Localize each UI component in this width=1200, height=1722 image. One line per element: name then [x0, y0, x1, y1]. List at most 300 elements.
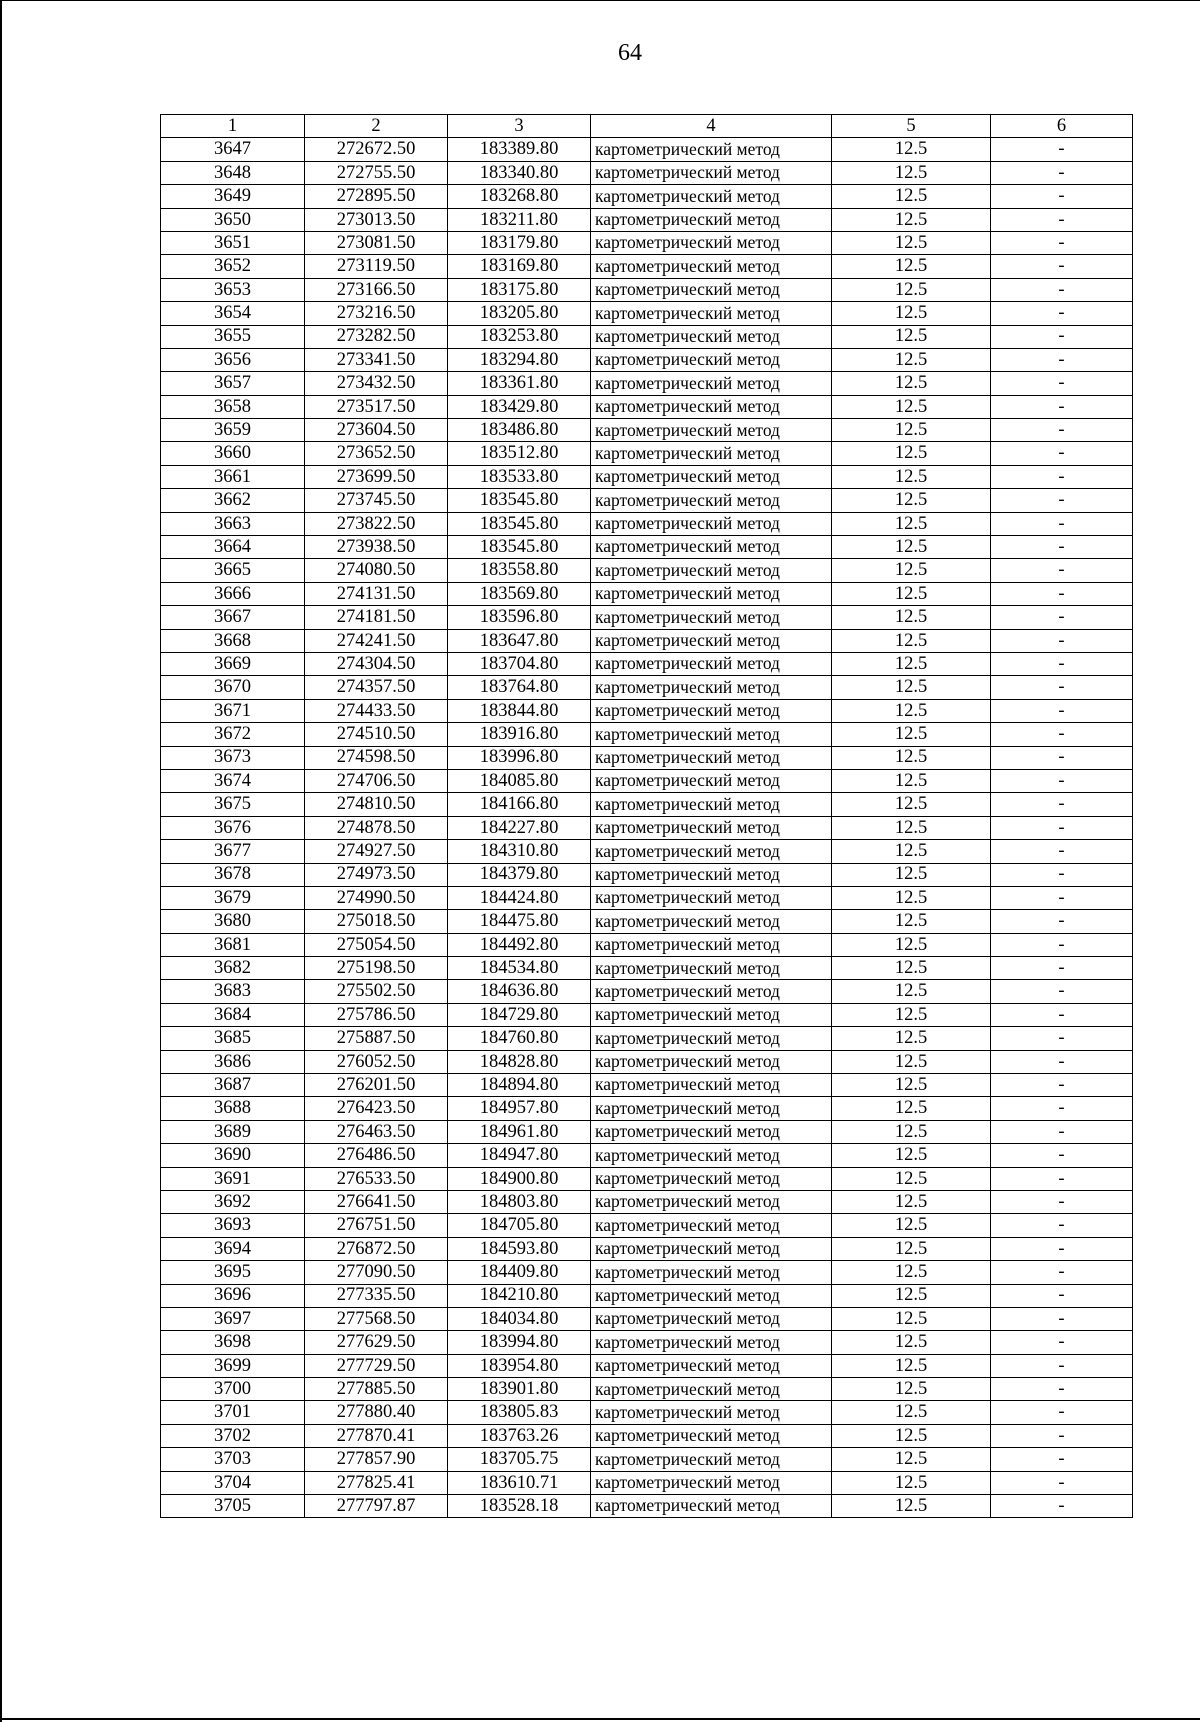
accuracy-cell: 12.5 [832, 395, 991, 418]
x-coordinate-cell: 277629.50 [305, 1331, 448, 1354]
method-cell: картометрический метод [591, 1354, 832, 1377]
point-number-cell: 3653 [161, 278, 305, 301]
point-number-cell: 3661 [161, 465, 305, 488]
accuracy-cell: 12.5 [832, 1214, 991, 1237]
method-cell: картометрический метод [591, 793, 832, 816]
y-coordinate-cell: 183268.80 [448, 185, 591, 208]
point-number-cell: 3688 [161, 1097, 305, 1120]
column-header: 1 [161, 115, 305, 138]
x-coordinate-cell: 274357.50 [305, 676, 448, 699]
table-row [161, 652, 1133, 675]
point-number-cell: 3683 [161, 980, 305, 1003]
method-cell: картометрический метод [591, 419, 832, 442]
accuracy-cell: 12.5 [832, 325, 991, 348]
y-coordinate-cell: 183764.80 [448, 676, 591, 699]
table-row [161, 1401, 1133, 1424]
y-coordinate-cell: 183901.80 [448, 1378, 591, 1401]
method-cell: картометрический метод [591, 1471, 832, 1494]
y-coordinate-cell: 184034.80 [448, 1307, 591, 1330]
point-number-cell: 3663 [161, 512, 305, 535]
accuracy-cell: 12.5 [832, 933, 991, 956]
note-cell: - [991, 863, 1133, 886]
note-cell: - [991, 1214, 1133, 1237]
method-cell: картометрический метод [591, 325, 832, 348]
note-cell: - [991, 1448, 1133, 1471]
method-cell: картометрический метод [591, 886, 832, 909]
accuracy-cell: 12.5 [832, 255, 991, 278]
method-cell: картометрический метод [591, 1097, 832, 1120]
x-coordinate-cell: 274878.50 [305, 816, 448, 839]
x-coordinate-cell: 277885.50 [305, 1378, 448, 1401]
point-number-cell: 3685 [161, 1027, 305, 1050]
y-coordinate-cell: 184900.80 [448, 1167, 591, 1190]
y-coordinate-cell: 184947.80 [448, 1144, 591, 1167]
point-number-cell: 3687 [161, 1074, 305, 1097]
y-coordinate-cell: 184379.80 [448, 863, 591, 886]
table-row [161, 980, 1133, 1003]
point-number-cell: 3664 [161, 536, 305, 559]
y-coordinate-cell: 183704.80 [448, 652, 591, 675]
x-coordinate-cell: 277568.50 [305, 1307, 448, 1330]
y-coordinate-cell: 184828.80 [448, 1050, 591, 1073]
accuracy-cell: 12.5 [832, 1190, 991, 1213]
table-row [161, 1495, 1133, 1518]
table-row [161, 606, 1133, 629]
table-row [161, 1214, 1133, 1237]
x-coordinate-cell: 277335.50 [305, 1284, 448, 1307]
method-cell: картометрический метод [591, 1214, 832, 1237]
accuracy-cell: 12.5 [832, 559, 991, 582]
y-coordinate-cell: 183558.80 [448, 559, 591, 582]
note-cell: - [991, 1003, 1133, 1026]
table-row [161, 442, 1133, 465]
method-cell: картометрический метод [591, 348, 832, 371]
note-cell: - [991, 723, 1133, 746]
method-cell: картометрический метод [591, 1448, 832, 1471]
x-coordinate-cell: 274927.50 [305, 840, 448, 863]
x-coordinate-cell: 276872.50 [305, 1237, 448, 1260]
point-number-cell: 3704 [161, 1471, 305, 1494]
y-coordinate-cell: 184475.80 [448, 910, 591, 933]
note-cell: - [991, 302, 1133, 325]
point-number-cell: 3699 [161, 1354, 305, 1377]
table-row [161, 582, 1133, 605]
point-number-cell: 3681 [161, 933, 305, 956]
table-row [161, 302, 1133, 325]
y-coordinate-cell: 184957.80 [448, 1097, 591, 1120]
y-coordinate-cell: 184636.80 [448, 980, 591, 1003]
table-row [161, 840, 1133, 863]
accuracy-cell: 12.5 [832, 302, 991, 325]
x-coordinate-cell: 275502.50 [305, 980, 448, 1003]
y-coordinate-cell: 184534.80 [448, 957, 591, 980]
point-number-cell: 3675 [161, 793, 305, 816]
accuracy-cell: 12.5 [832, 442, 991, 465]
note-cell: - [991, 1050, 1133, 1073]
table-row [161, 559, 1133, 582]
y-coordinate-cell: 184166.80 [448, 793, 591, 816]
accuracy-cell: 12.5 [832, 1401, 991, 1424]
point-number-cell: 3650 [161, 208, 305, 231]
column-header: 4 [591, 115, 832, 138]
note-cell: - [991, 442, 1133, 465]
point-number-cell: 3659 [161, 419, 305, 442]
table-row [161, 629, 1133, 652]
accuracy-cell: 12.5 [832, 536, 991, 559]
table-row [161, 957, 1133, 980]
x-coordinate-cell: 273341.50 [305, 348, 448, 371]
point-number-cell: 3677 [161, 840, 305, 863]
table-row [161, 419, 1133, 442]
y-coordinate-cell: 184085.80 [448, 769, 591, 792]
point-number-cell: 3648 [161, 161, 305, 184]
method-cell: картометрический метод [591, 863, 832, 886]
accuracy-cell: 12.5 [832, 1307, 991, 1330]
table-row [161, 793, 1133, 816]
x-coordinate-cell: 273604.50 [305, 419, 448, 442]
accuracy-cell: 12.5 [832, 1354, 991, 1377]
table-row [161, 185, 1133, 208]
point-number-cell: 3657 [161, 372, 305, 395]
note-cell: - [991, 1378, 1133, 1401]
note-cell: - [991, 1424, 1133, 1447]
x-coordinate-cell: 276533.50 [305, 1167, 448, 1190]
accuracy-cell: 12.5 [832, 465, 991, 488]
table-row [161, 1261, 1133, 1284]
table-row [161, 1120, 1133, 1143]
accuracy-cell: 12.5 [832, 652, 991, 675]
x-coordinate-cell: 277729.50 [305, 1354, 448, 1377]
point-number-cell: 3671 [161, 699, 305, 722]
point-number-cell: 3662 [161, 489, 305, 512]
method-cell: картометрический метод [591, 1167, 832, 1190]
table-row [161, 231, 1133, 254]
x-coordinate-cell: 272755.50 [305, 161, 448, 184]
y-coordinate-cell: 184729.80 [448, 1003, 591, 1026]
point-number-cell: 3660 [161, 442, 305, 465]
point-number-cell: 3702 [161, 1424, 305, 1447]
x-coordinate-cell: 274706.50 [305, 769, 448, 792]
table-row [161, 816, 1133, 839]
method-cell: картометрический метод [591, 606, 832, 629]
y-coordinate-cell: 183954.80 [448, 1354, 591, 1377]
note-cell: - [991, 1074, 1133, 1097]
method-cell: картометрический метод [591, 512, 832, 535]
method-cell: картометрический метод [591, 769, 832, 792]
note-cell: - [991, 536, 1133, 559]
x-coordinate-cell: 277090.50 [305, 1261, 448, 1284]
accuracy-cell: 12.5 [832, 278, 991, 301]
y-coordinate-cell: 184760.80 [448, 1027, 591, 1050]
accuracy-cell: 12.5 [832, 723, 991, 746]
x-coordinate-cell: 275198.50 [305, 957, 448, 980]
accuracy-cell: 12.5 [832, 746, 991, 769]
table-row [161, 1027, 1133, 1050]
method-cell: картометрический метод [591, 185, 832, 208]
y-coordinate-cell: 184310.80 [448, 840, 591, 863]
method-cell: картометрический метод [591, 442, 832, 465]
table-row [161, 723, 1133, 746]
method-cell: картометрический метод [591, 1144, 832, 1167]
y-coordinate-cell: 183175.80 [448, 278, 591, 301]
point-number-cell: 3692 [161, 1190, 305, 1213]
x-coordinate-cell: 273699.50 [305, 465, 448, 488]
y-coordinate-cell: 183994.80 [448, 1331, 591, 1354]
accuracy-cell: 12.5 [832, 138, 991, 161]
note-cell: - [991, 1237, 1133, 1260]
y-coordinate-cell: 183545.80 [448, 489, 591, 512]
table-row [161, 933, 1133, 956]
table-row [161, 1424, 1133, 1447]
y-coordinate-cell: 184409.80 [448, 1261, 591, 1284]
note-cell: - [991, 629, 1133, 652]
table-row [161, 1144, 1133, 1167]
x-coordinate-cell: 273938.50 [305, 536, 448, 559]
note-cell: - [991, 1097, 1133, 1120]
method-cell: картометрический метод [591, 559, 832, 582]
table-row [161, 1074, 1133, 1097]
method-cell: картометрический метод [591, 1401, 832, 1424]
table-row [161, 1050, 1133, 1073]
x-coordinate-cell: 277857.90 [305, 1448, 448, 1471]
accuracy-cell: 12.5 [832, 629, 991, 652]
x-coordinate-cell: 274131.50 [305, 582, 448, 605]
y-coordinate-cell: 183486.80 [448, 419, 591, 442]
table-row [161, 863, 1133, 886]
point-number-cell: 3690 [161, 1144, 305, 1167]
point-number-cell: 3672 [161, 723, 305, 746]
accuracy-cell: 12.5 [832, 676, 991, 699]
y-coordinate-cell: 183528.18 [448, 1495, 591, 1518]
point-number-cell: 3666 [161, 582, 305, 605]
point-number-cell: 3652 [161, 255, 305, 278]
table-row [161, 1354, 1133, 1377]
accuracy-cell: 12.5 [832, 512, 991, 535]
note-cell: - [991, 1331, 1133, 1354]
method-cell: картометрический метод [591, 231, 832, 254]
x-coordinate-cell: 272895.50 [305, 185, 448, 208]
table-row [161, 1378, 1133, 1401]
page-number: 64 [618, 40, 642, 66]
method-cell: картометрический метод [591, 255, 832, 278]
table-row [161, 348, 1133, 371]
note-cell: - [991, 395, 1133, 418]
note-cell: - [991, 1471, 1133, 1494]
y-coordinate-cell: 184227.80 [448, 816, 591, 839]
note-cell: - [991, 910, 1133, 933]
y-coordinate-cell: 183610.71 [448, 1471, 591, 1494]
accuracy-cell: 12.5 [832, 419, 991, 442]
x-coordinate-cell: 274510.50 [305, 723, 448, 746]
table-row [161, 161, 1133, 184]
method-cell: картометрический метод [591, 1284, 832, 1307]
note-cell: - [991, 1167, 1133, 1190]
table-row [161, 465, 1133, 488]
accuracy-cell: 12.5 [832, 1331, 991, 1354]
point-number-cell: 3691 [161, 1167, 305, 1190]
note-cell: - [991, 769, 1133, 792]
point-number-cell: 3667 [161, 606, 305, 629]
accuracy-cell: 12.5 [832, 208, 991, 231]
x-coordinate-cell: 276486.50 [305, 1144, 448, 1167]
method-cell: картометрический метод [591, 1237, 832, 1260]
y-coordinate-cell: 183205.80 [448, 302, 591, 325]
method-cell: картометрический метод [591, 1190, 832, 1213]
table-row [161, 746, 1133, 769]
x-coordinate-cell: 277797.87 [305, 1495, 448, 1518]
note-cell: - [991, 1307, 1133, 1330]
method-cell: картометрический метод [591, 1050, 832, 1073]
x-coordinate-cell: 276201.50 [305, 1074, 448, 1097]
accuracy-cell: 12.5 [832, 1237, 991, 1260]
note-cell: - [991, 1144, 1133, 1167]
accuracy-cell: 12.5 [832, 489, 991, 512]
method-cell: картометрический метод [591, 1120, 832, 1143]
x-coordinate-cell: 277870.41 [305, 1424, 448, 1447]
note-cell: - [991, 933, 1133, 956]
header-row [161, 115, 1133, 138]
method-cell: картометрический метод [591, 840, 832, 863]
method-cell: картометрический метод [591, 372, 832, 395]
note-cell: - [991, 278, 1133, 301]
x-coordinate-cell: 274810.50 [305, 793, 448, 816]
x-coordinate-cell: 274973.50 [305, 863, 448, 886]
point-number-cell: 3655 [161, 325, 305, 348]
x-coordinate-cell: 275018.50 [305, 910, 448, 933]
accuracy-cell: 12.5 [832, 1027, 991, 1050]
table-row [161, 1471, 1133, 1494]
accuracy-cell: 12.5 [832, 1495, 991, 1518]
accuracy-cell: 12.5 [832, 606, 991, 629]
accuracy-cell: 12.5 [832, 840, 991, 863]
y-coordinate-cell: 183389.80 [448, 138, 591, 161]
y-coordinate-cell: 183512.80 [448, 442, 591, 465]
accuracy-cell: 12.5 [832, 1471, 991, 1494]
x-coordinate-cell: 276423.50 [305, 1097, 448, 1120]
point-number-cell: 3665 [161, 559, 305, 582]
x-coordinate-cell: 275054.50 [305, 933, 448, 956]
note-cell: - [991, 325, 1133, 348]
point-number-cell: 3656 [161, 348, 305, 371]
x-coordinate-cell: 276641.50 [305, 1190, 448, 1213]
note-cell: - [991, 1120, 1133, 1143]
table-row [161, 1190, 1133, 1213]
point-number-cell: 3694 [161, 1237, 305, 1260]
point-number-cell: 3686 [161, 1050, 305, 1073]
x-coordinate-cell: 277825.41 [305, 1471, 448, 1494]
y-coordinate-cell: 183169.80 [448, 255, 591, 278]
y-coordinate-cell: 184894.80 [448, 1074, 591, 1097]
table-row [161, 910, 1133, 933]
x-coordinate-cell: 275786.50 [305, 1003, 448, 1026]
point-number-cell: 3684 [161, 1003, 305, 1026]
column-header: 5 [832, 115, 991, 138]
point-number-cell: 3705 [161, 1495, 305, 1518]
table-row [161, 699, 1133, 722]
point-number-cell: 3701 [161, 1401, 305, 1424]
point-number-cell: 3678 [161, 863, 305, 886]
accuracy-cell: 12.5 [832, 1003, 991, 1026]
y-coordinate-cell: 183916.80 [448, 723, 591, 746]
note-cell: - [991, 161, 1133, 184]
y-coordinate-cell: 184705.80 [448, 1214, 591, 1237]
point-number-cell: 3680 [161, 910, 305, 933]
point-number-cell: 3654 [161, 302, 305, 325]
method-cell: картометрический метод [591, 723, 832, 746]
note-cell: - [991, 676, 1133, 699]
y-coordinate-cell: 183596.80 [448, 606, 591, 629]
note-cell: - [991, 1284, 1133, 1307]
x-coordinate-cell: 276463.50 [305, 1120, 448, 1143]
table-row [161, 138, 1133, 161]
accuracy-cell: 12.5 [832, 1261, 991, 1284]
table-row [161, 536, 1133, 559]
x-coordinate-cell: 274304.50 [305, 652, 448, 675]
column-header: 6 [991, 115, 1133, 138]
x-coordinate-cell: 274598.50 [305, 746, 448, 769]
method-cell: картометрический метод [591, 582, 832, 605]
note-cell: - [991, 348, 1133, 371]
accuracy-cell: 12.5 [832, 185, 991, 208]
note-cell: - [991, 185, 1133, 208]
table-row [161, 489, 1133, 512]
x-coordinate-cell: 273013.50 [305, 208, 448, 231]
x-coordinate-cell: 273517.50 [305, 395, 448, 418]
y-coordinate-cell: 184961.80 [448, 1120, 591, 1143]
column-header: 2 [305, 115, 448, 138]
accuracy-cell: 12.5 [832, 372, 991, 395]
accuracy-cell: 12.5 [832, 161, 991, 184]
note-cell: - [991, 746, 1133, 769]
x-coordinate-cell: 273745.50 [305, 489, 448, 512]
point-number-cell: 3700 [161, 1378, 305, 1401]
point-number-cell: 3695 [161, 1261, 305, 1284]
accuracy-cell: 12.5 [832, 957, 991, 980]
method-cell: картометрический метод [591, 1027, 832, 1050]
x-coordinate-cell: 277880.40 [305, 1401, 448, 1424]
accuracy-cell: 12.5 [832, 1144, 991, 1167]
method-cell: картометрический метод [591, 1424, 832, 1447]
y-coordinate-cell: 183340.80 [448, 161, 591, 184]
note-cell: - [991, 1190, 1133, 1213]
y-coordinate-cell: 183533.80 [448, 465, 591, 488]
point-number-cell: 3689 [161, 1120, 305, 1143]
point-number-cell: 3647 [161, 138, 305, 161]
x-coordinate-cell: 273081.50 [305, 231, 448, 254]
column-header: 3 [448, 115, 591, 138]
accuracy-cell: 12.5 [832, 1167, 991, 1190]
accuracy-cell: 12.5 [832, 1074, 991, 1097]
y-coordinate-cell: 183996.80 [448, 746, 591, 769]
table-row [161, 1307, 1133, 1330]
note-cell: - [991, 582, 1133, 605]
table-row [161, 1331, 1133, 1354]
y-coordinate-cell: 183805.83 [448, 1401, 591, 1424]
note-cell: - [991, 138, 1133, 161]
accuracy-cell: 12.5 [832, 980, 991, 1003]
method-cell: картометрический метод [591, 278, 832, 301]
method-cell: картометрический метод [591, 1378, 832, 1401]
method-cell: картометрический метод [591, 302, 832, 325]
x-coordinate-cell: 273119.50 [305, 255, 448, 278]
point-number-cell: 3693 [161, 1214, 305, 1237]
accuracy-cell: 12.5 [832, 1284, 991, 1307]
note-cell: - [991, 1495, 1133, 1518]
note-cell: - [991, 957, 1133, 980]
method-cell: картометрический метод [591, 208, 832, 231]
method-cell: картометрический метод [591, 910, 832, 933]
table-row [161, 1448, 1133, 1471]
